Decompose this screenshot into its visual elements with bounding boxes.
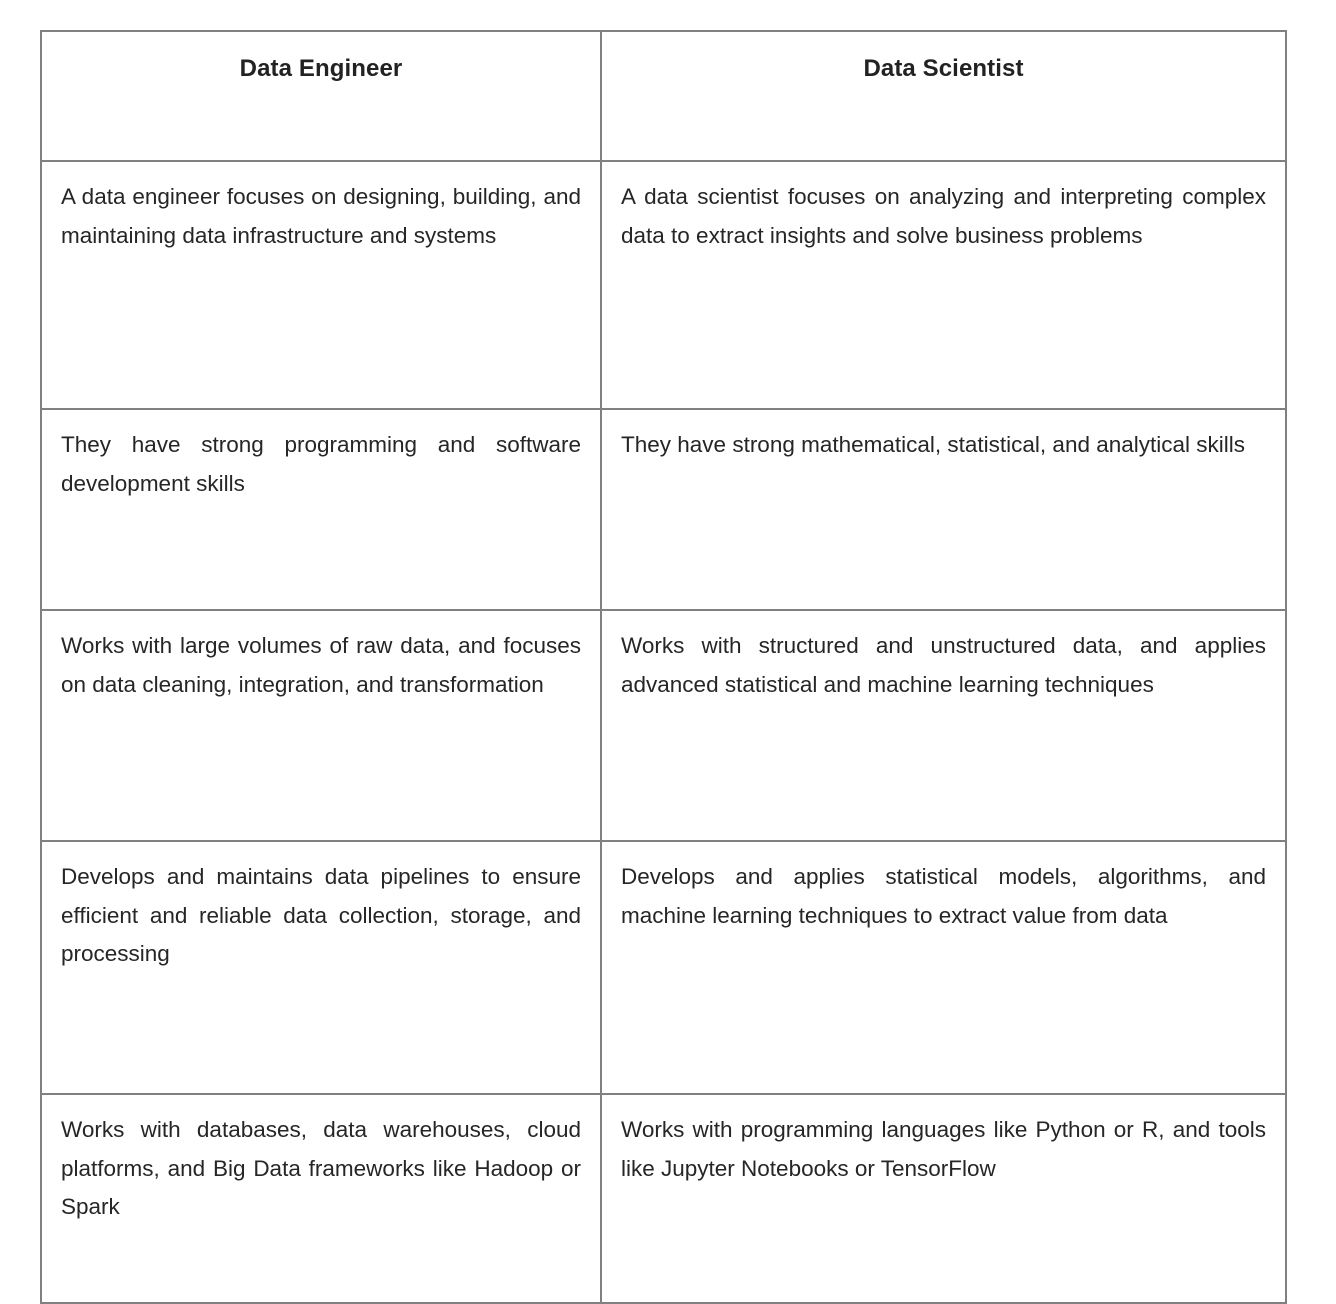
- cell-text: Develops and maintains data pipelines to ensure efficient and reliable data collection, storage, and processing: [61, 864, 581, 967]
- cell-text: They have strong mathematical, statistical, and analytical skills: [621, 432, 1246, 457]
- column-header-data-engineer: Data Engineer: [41, 31, 601, 161]
- table-cell-data-engineer: [41, 841, 601, 1094]
- table-cell-data-scientist: [601, 841, 1286, 1094]
- table-cell-data-engineer: [41, 1094, 601, 1303]
- cell-text: Works with programming languages like Python or R, and tools like Jupyter Notebooks or TensorFlow: [621, 1117, 1266, 1181]
- table-cell-data-scientist: [601, 409, 1286, 610]
- comparison-table: [40, 30, 1287, 1304]
- table-row: [41, 1094, 1286, 1303]
- cell-text: Develops and applies statistical models, algorithms, and machine learning techniques to extract value from data: [621, 864, 1266, 928]
- table-header: [41, 31, 1286, 161]
- table-body: [41, 161, 1286, 1303]
- table-cell-data-scientist: [601, 1094, 1286, 1303]
- cell-text: Works with databases, data warehouses, cloud platforms, and Big Data frameworks like Hadoop or Spark: [61, 1117, 581, 1220]
- table-header-row: [41, 31, 1286, 161]
- cell-text: Works with large volumes of raw data, and focuses on data cleaning, integration, and transformation: [61, 633, 581, 697]
- table-row: [41, 161, 1286, 409]
- column-header-data-scientist: Data Scientist: [601, 31, 1286, 161]
- table-cell-data-scientist: [601, 161, 1286, 409]
- table-cell-data-engineer: [41, 610, 601, 841]
- table-cell-data-engineer: [41, 409, 601, 610]
- cell-text: Works with structured and unstructured data, and applies advanced statistical and machine learning techniques: [621, 633, 1266, 697]
- cell-text: A data engineer focuses on designing, building, and maintaining data infrastructure and systems: [61, 184, 581, 248]
- table-cell-data-engineer: [41, 161, 601, 409]
- table-row: [41, 841, 1286, 1094]
- table-row: [41, 409, 1286, 610]
- cell-text: A data scientist focuses on analyzing and interpreting complex data to extract insights and solve business problems: [621, 184, 1266, 248]
- table-row: [41, 610, 1286, 841]
- cell-text: They have strong programming and software development skills: [61, 432, 581, 496]
- comparison-table-container: [40, 30, 1285, 1304]
- table-cell-data-scientist: [601, 610, 1286, 841]
